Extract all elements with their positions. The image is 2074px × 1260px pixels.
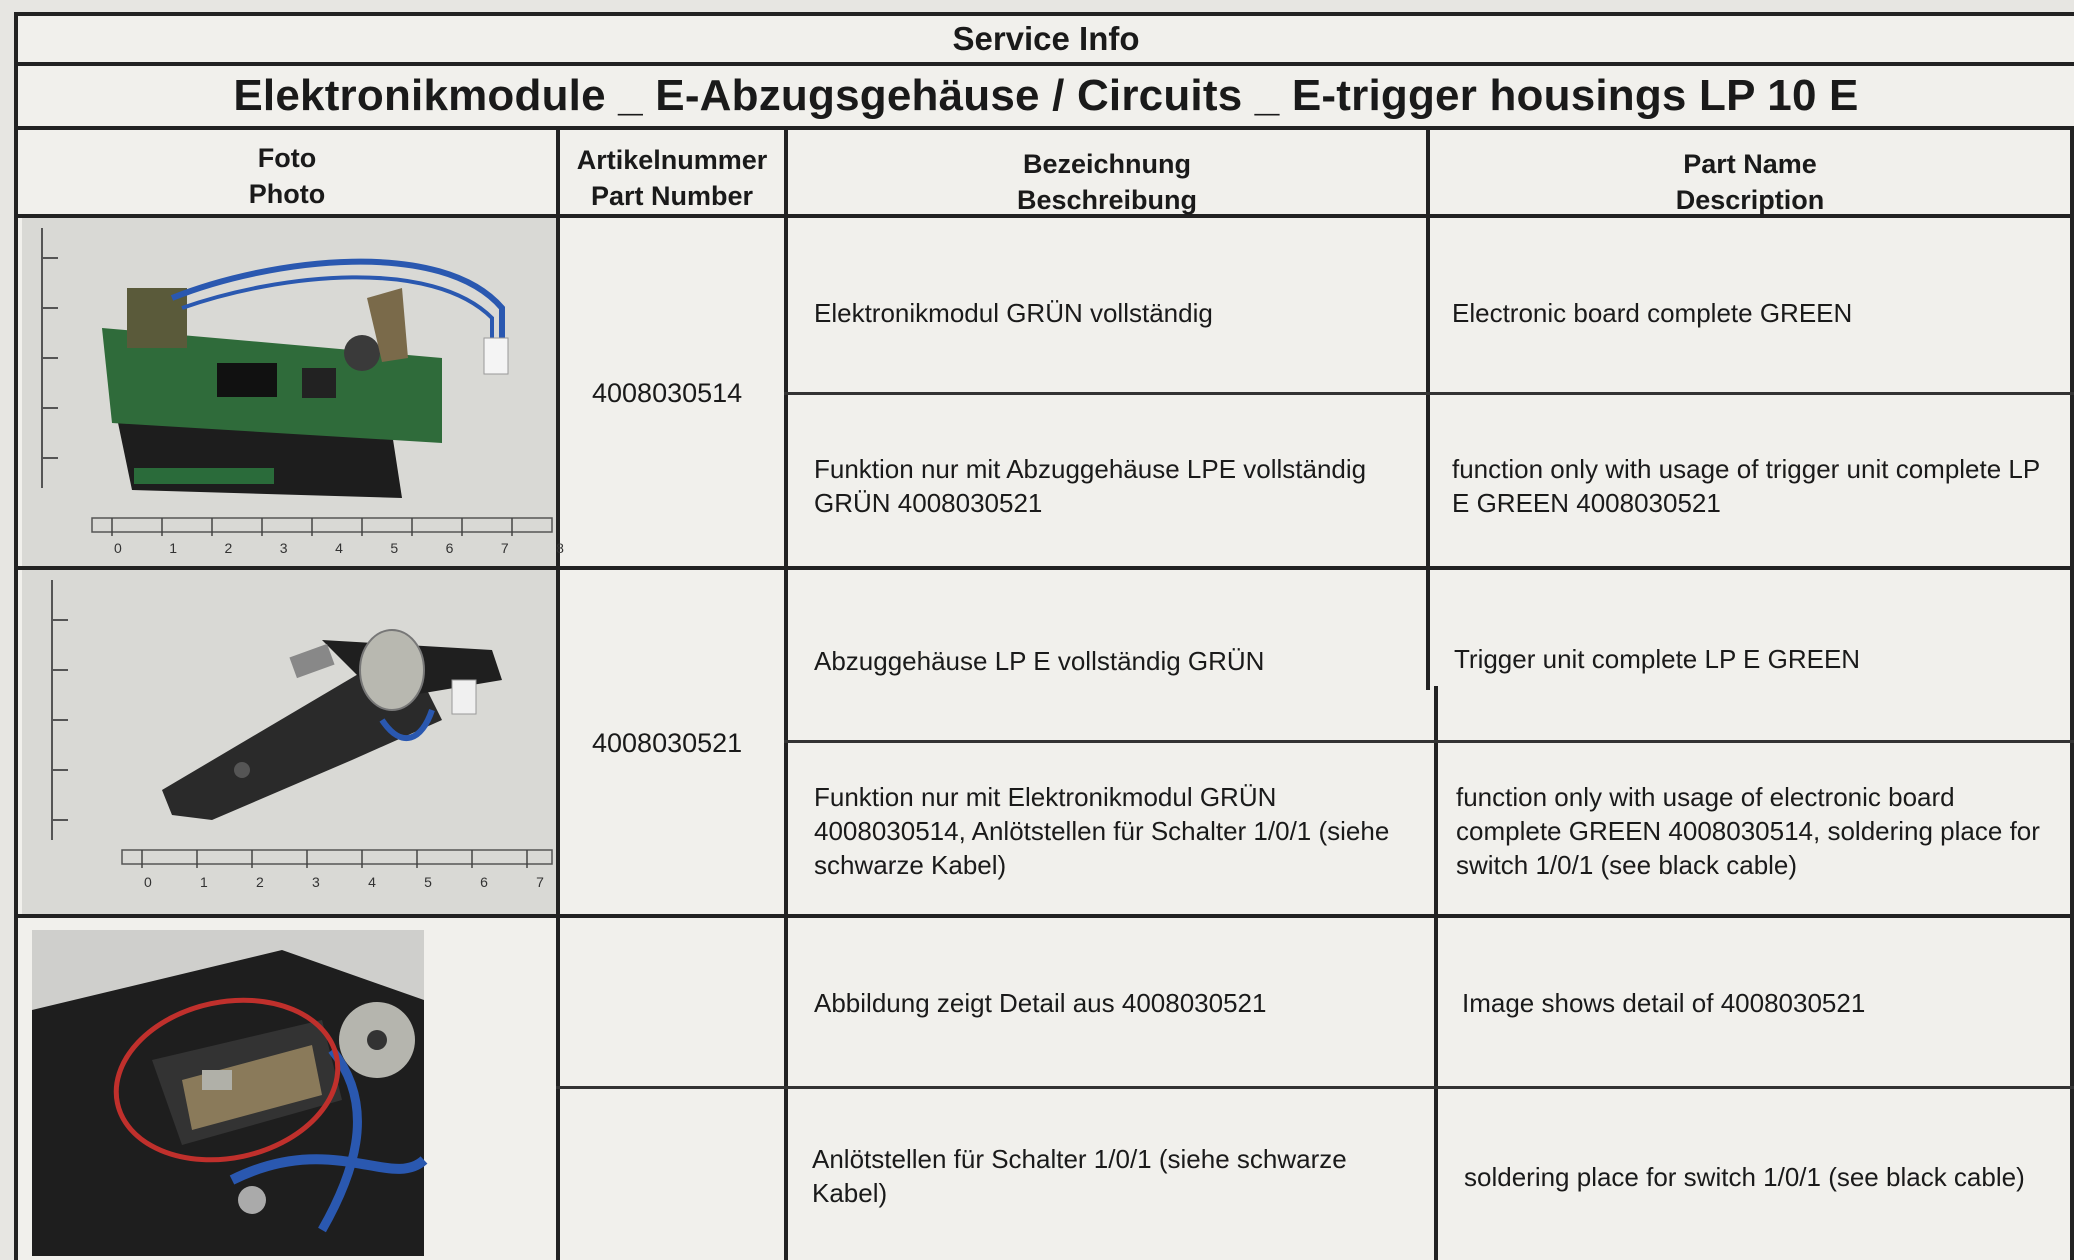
service-info-sheet (14, 12, 2074, 1260)
trigger-unit-photo (22, 570, 556, 914)
page-title: Elektronikmodule _ E-Abzugsgehäuse / Circuits _ E-trigger housings LP 10 E (18, 66, 2074, 130)
header-part-en: Part Name (1683, 149, 1817, 179)
header-bez-de2: Beschreibung (1016, 185, 1198, 215)
header-artikel-en: Part Number (590, 181, 754, 211)
subrow-divider (784, 392, 2074, 395)
name-de-2: Abzuggehäuse LP E vollständig GRÜN (814, 646, 1265, 676)
row-divider (18, 914, 2074, 918)
column-divider (1434, 686, 1438, 1260)
detail-photo (32, 930, 424, 1256)
subrow-divider (784, 740, 2074, 743)
desc-de-2: Funktion nur mit Elektronikmodul GRÜN 4008030514, Anlötstellen für Schalter 1/0/1 (siehe schwarze Kabel) (814, 782, 1390, 880)
desc-en-1: function only with usage of trigger unit complete LP E GREEN 4008030521 (1452, 454, 2040, 518)
subrow-divider (556, 1086, 2074, 1089)
name-de-1: Elektronikmodul GRÜN vollständig (814, 298, 1213, 328)
name-en-1: Electronic board complete GREEN (1452, 298, 1853, 328)
name-en-2: Trigger unit complete LP E GREEN (1454, 644, 1861, 674)
part-number-1: 4008030514 (592, 378, 743, 408)
header-part-en2: Description (1675, 185, 1825, 215)
desc-en-2: function only with usage of electronic board complete GREEN 4008030514, soldering place for switch 1/0/1 (see black cable) (1456, 782, 2040, 880)
header-bez-de: Bezeichnung (1022, 149, 1191, 179)
header-part-name (1430, 146, 2070, 218)
header-bezeichnung (788, 146, 1426, 218)
parts-table (18, 130, 2074, 1260)
header-foto (18, 140, 556, 212)
name-en-3: Image shows detail of 4008030521 (1462, 988, 1866, 1018)
header-foto-de: Foto (257, 143, 317, 173)
column-divider (556, 130, 560, 1260)
desc-de-1: Funktion nur mit Abzuggehäuse LPE vollständig GRÜN 4008030521 (814, 454, 1367, 518)
header-part-number (560, 142, 784, 214)
header-artikel-de: Artikelnummer (576, 145, 768, 175)
ruler: 0 1 2 3 4 5 6 7 8 (114, 540, 564, 556)
circuit-board-photo (22, 218, 564, 566)
ruler: 0 1 2 3 4 5 6 7 (144, 874, 544, 890)
name-de-3: Abbildung zeigt Detail aus 4008030521 (814, 988, 1267, 1018)
header-foto-en: Photo (248, 179, 326, 209)
column-divider (784, 130, 788, 1260)
service-info-label: Service Info (18, 16, 2074, 66)
desc-de-3: Anlötstellen für Schalter 1/0/1 (siehe schwarze Kabel) (812, 1144, 1347, 1208)
desc-en-3: soldering place for switch 1/0/1 (see black cable) (1464, 1162, 2025, 1192)
part-number-2: 4008030521 (592, 728, 743, 758)
column-divider (2070, 130, 2074, 1260)
